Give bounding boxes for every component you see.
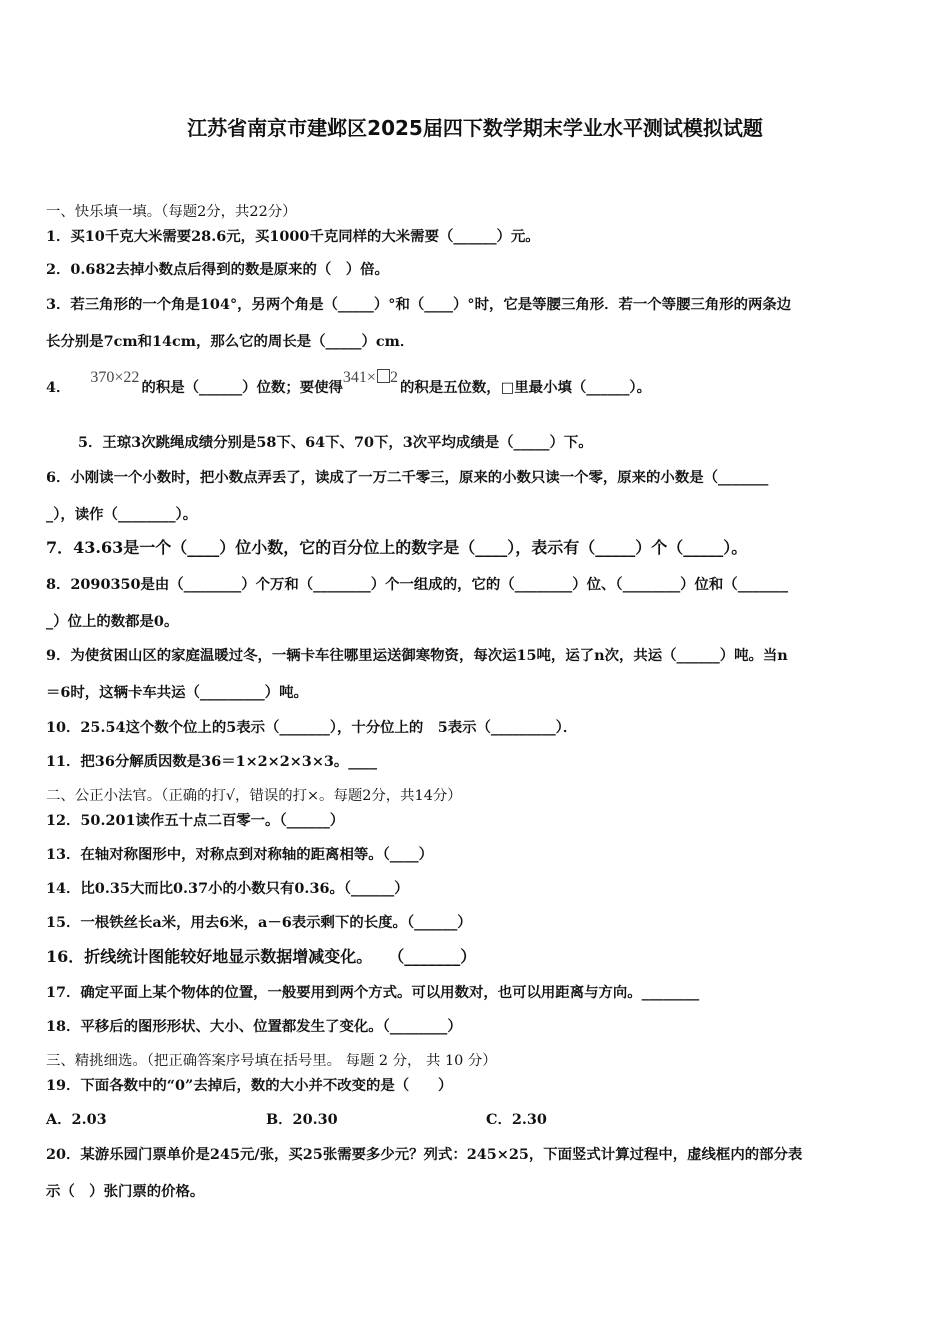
question-9-line-1: 9．为使贫困山区的家庭温暖过冬，一辆卡车往哪里运送御寒物资，每次运15吨，运了n次，共运（______）吨。当n	[46, 647, 788, 664]
option-b: B．20.30	[266, 1111, 338, 1128]
question-17: 17．确定平面上某个物体的位置，一般要用到两个方式。可以用数对，也可以用距离与方向。________	[46, 984, 700, 1001]
section-3-heading: 三、精挑细选。（把正确答案序号填在括号里。 每题 2 分， 共 10 分）	[46, 1053, 497, 1069]
question-10: 10．25.54这个数个位上的5表示（_______），十分位上的 5表示（_________）．	[46, 719, 578, 736]
question-20-line-1: 20．某游乐园门票单价是245元/张，买25张需要多少元？列式：245×25，下面竖式计算过程中，虚线框内的部分表	[46, 1146, 803, 1163]
question-1: 1．买10千克大米需要28.6元，买1000千克同样的大米需要（______）元。	[46, 228, 540, 245]
option-a: A．2.03	[46, 1111, 107, 1128]
question-11: 11．把36分解质因数是36＝1×2×2×3×3。____	[46, 753, 378, 770]
option-c: C．2.30	[486, 1111, 547, 1128]
question-12: 12．50.201读作五十点二百零一。（______）	[46, 812, 345, 829]
question-3-line-1: 3．若三角形的一个角是104°，另两个角是（_____）°和（____）°时，它是等腰三角形．若一个等腰三角形的两条边	[46, 296, 792, 313]
question-13: 13．在轴对称图形中，对称点到对称轴的距离相等。（____）	[46, 846, 433, 863]
question-5: 5．王琼3次跳绳成绩分别是58下、64下、70下，3次平均成绩是（_____）下。	[78, 434, 593, 451]
question-4-suffix: 的积是五位数，□里最小填（______）。	[399, 379, 651, 396]
question-3-line-2: 长分别是7cm和14cm，那么它的周长是（_____）cm．	[46, 333, 415, 350]
question-8-line-1: 8．2090350是由（________）个万和（________）个一组成的，它的（________）位、（________）位和（_______	[46, 576, 789, 593]
page-title: 江苏省南京市建邺区2025届四下数学期末学业水平测试模拟试题	[187, 116, 763, 140]
question-14: 14．比0.35大而比0.37小的小数只有0.36。（______）	[46, 880, 409, 897]
question-2: 2．0.682去掉小数点后得到的数是原来的（ ）倍。	[46, 261, 389, 278]
question-16: 16．折线统计图能较好地显示数据增减变化。 （_______）	[46, 947, 477, 966]
question-4	[46, 369, 651, 398]
question-19: 19．下面各数中的“0”去掉后，数的大小并不改变的是（ ）	[46, 1077, 453, 1094]
question-8-line-2: _）位上的数都是0。	[46, 613, 179, 630]
question-9-line-2: ＝6时，这辆卡车共运（_________）吨。	[46, 684, 308, 701]
expression-370x22: 370×22	[90, 369, 140, 386]
question-4-middle: 的积是（______）位数；要使得	[141, 379, 343, 396]
expression-tail: 2	[389, 369, 398, 386]
blank-box-icon	[377, 369, 390, 383]
question-15: 15．一根铁丝长a米，用去6米，a－6表示剩下的长度。（______）	[46, 914, 472, 931]
question-18: 18．平移后的图形形状、大小、位置都发生了变化。（________）	[46, 1018, 462, 1035]
expression-341x: 341×	[342, 369, 376, 386]
question-20-line-2: 示（ ）张门票的价格。	[46, 1183, 205, 1200]
question-6-line-2: _），读作（________）。	[46, 506, 198, 523]
question-4-prefix: 4．	[46, 379, 71, 396]
question-6-line-1: 6．小刚读一个小数时，把小数点弄丢了，读成了一万二千零三，原来的小数只读一个零，原来的小数是（_______	[46, 469, 769, 486]
section-1-heading: 一、快乐填一填。（每题2分，共22分）	[46, 204, 297, 220]
section-2-heading: 二、公正小法官。（正确的打√，错误的打×。每题2分，共14分）	[46, 788, 462, 804]
question-7: 7．43.63是一个（____）位小数，它的百分位上的数字是（____），表示有（_____）个（_____）。	[46, 538, 748, 557]
